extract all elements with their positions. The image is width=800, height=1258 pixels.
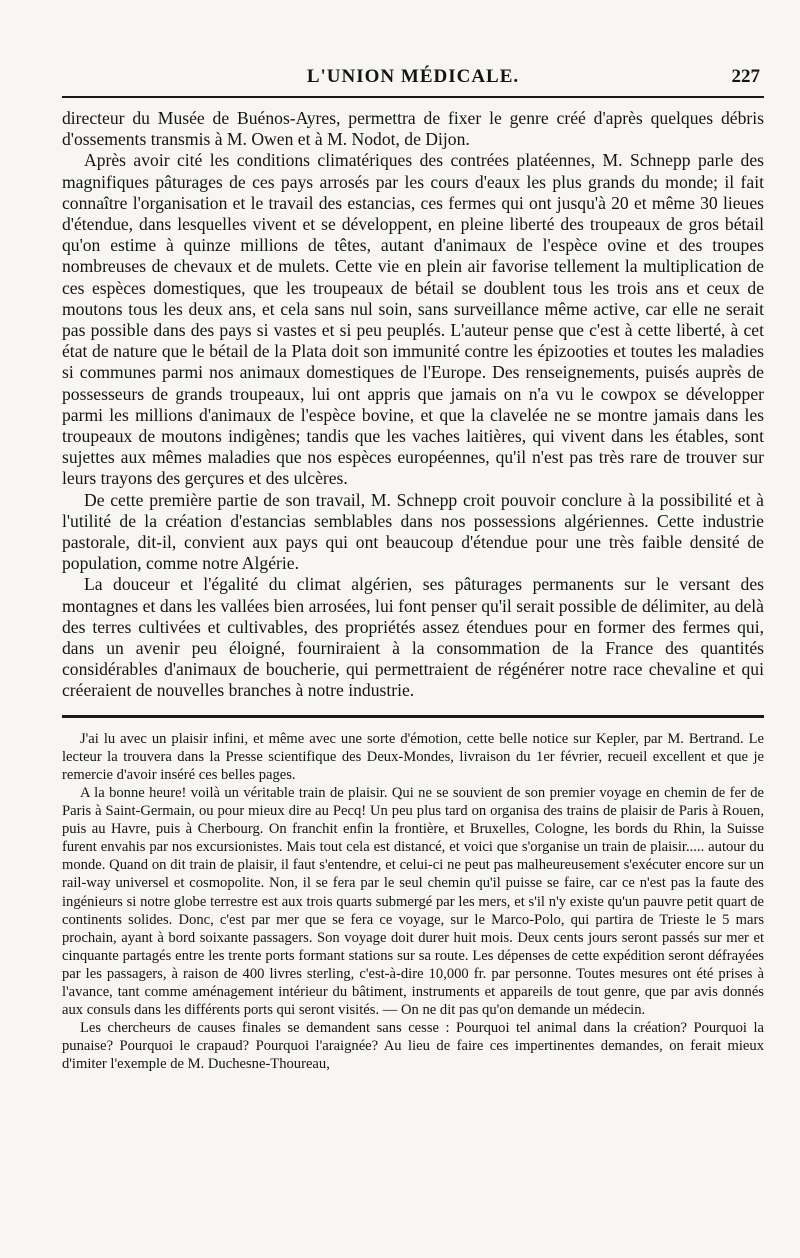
section-separator-rule bbox=[62, 715, 764, 718]
article-paragraph: directeur du Musée de Buénos-Ayres, permettra de fixer le genre créé d'après quelques débris d'ossements transmis à M. Owen et à M. Nodot, de Dijon. bbox=[62, 108, 764, 150]
note-paragraph: Les chercheurs de causes finales se demandent sans cesse : Pourquoi tel animal dans la création? Pourquoi la punaise? Pourquoi le crapaud? Pourquoi l'araignée? Au lieu de faire ces impertinentes demandes, on ferait mieux d'imiter l'exemple de M. Duchesne-Thoureau, bbox=[62, 1020, 764, 1073]
running-title: L'UNION MÉDICALE. bbox=[306, 66, 520, 87]
page-number: 227 bbox=[731, 66, 760, 87]
article-paragraph: De cette première partie de son travail, M. Schnepp croit pouvoir conclure à la possibilité et à l'utilité de la création d'estancias semblables dans nos possessions algériennes. Cette industrie pastorale, dit-il, convient aux pays qui ont beaucoup d'étendue pour une très faible densité de population, comme notre Algérie. bbox=[62, 489, 764, 574]
article-paragraph: Après avoir cité les conditions climatériques des contrées platéennes, M. Schnepp parle des magnifiques pâturages de ces pays arrosés par les cours d'eaux les plus grands du monde; il fait connaître l'organisation et le travail des estancias, ces fermes qui ont jusqu'à 20 et même 30 lieues d'étendue, dans lesquelles vivent et se développent, en pleine liberté des troupeaux de gros bétail qu'on estime à quinze millions de têtes, autant d'animaux de l'espèce ovine et des troupes nombreuses de chevaux et de mulets. Cette vie en plein air favorise tellement la multiplication de ces espèces domestiques, que les troupeaux de bétail se doublent tous les trois ans et ceux de moutons tous les deux ans, et cela sans nul soin, sans surveillance même active, car elle ne serait pas possible dans des pays si vastes et si peu peuplés. L'auteur pense que c'est à cette liberté, à cet état de nature que le bétail de la Plata doit son immunité contre les épizooties et toutes les maladies si communes parmi nos animaux domestiques de l'Europe. Des renseignements, puisés auprès de possesseurs de grands troupeaux, lui ont appris que jamais on n'a vu le cowpox se développer parmi les millions d'animaux de l'espèce bovine, et que la clavelée ne se montre jamais dans les troupeaux de moutons indigènes; tandis que les vaches laitières, qui vivent dans les étables, sont sujettes aux mêmes maladies que nos espèces européennes, qu'il n'est pas très rare de trouver sur leurs trayons des gerçures et des ulcères. bbox=[62, 150, 764, 489]
feuilleton-notes bbox=[62, 730, 764, 1074]
main-article bbox=[62, 108, 764, 702]
note-paragraph: A la bonne heure! voilà un véritable train de plaisir. Qui ne se souvient de son premier voyage en chemin de fer de Paris à Saint-Germain, ou pour mieux dire au Pecq! Un peu plus tard on organisa des trains de plaisir de Paris à Rouen, puis au Havre, puis à Cherbourg. On franchit enfin la frontière, et Bruxelles, Cologne, les bords du Rhin, la Suisse furent envahis par nos excursionistes. Mais tout cela est distancé, et voici que s'organise un train de plaisir..... autour du monde. Quand on dit train de plaisir, il faut s'entendre, et celui-ci ne peut pas malheureusement s'exécuter encore sur un rail-way universel et cosmopolite. Non, il se fera par le seul chemin qu'il puisse se faire, car ce n'est pas la faute des ingénieurs si notre globe terrestre est aux trois quarts submergé par les mers, et s'il n'y existe qu'un pauvre petit quart de continents solides. Donc, c'est par mer que se fera ce voyage, sur le Marco-Polo, qui partira de Trieste le 5 mars prochain, ayant à bord soixante passagers. Son voyage doit durer huit mois. Deux cents jours seront passés sur mer et cinquante partagés entre les trente ports formant stations sur sa route. Les dépenses de cette expédition seront défrayées par les passagers, à raison de 400 livres sterling, c'est-à-dire 10,000 fr. par personne. Toutes mesures ont été prises à l'avance, tant comme aménagement intérieur du bâtiment, instruments et appareils de tout genre, que par avis donnés aux consuls dans les différents ports qui seront visités. — On ne dit pas qu'on demande un médecin. bbox=[62, 784, 764, 1019]
page-header bbox=[62, 62, 764, 98]
article-paragraph: La douceur et l'égalité du climat algérien, ses pâturages permanents sur le versant des montagnes et dans les vallées bien arrosées, lui font penser qu'il serait possible de délimiter, au delà des terres cultivées et cultivables, des propriétés assez étendues pour en former des fermes qui, dans un avenir peu éloigné, fourniraient à la consommation de la France des quantités considérables d'animaux de boucherie, qui permettraient de régénérer notre race chevaline et qui créeraient de nouvelles branches à notre industrie. bbox=[62, 574, 764, 701]
note-paragraph: J'ai lu avec un plaisir infini, et même avec une sorte d'émotion, cette belle notice sur Kepler, par M. Bertrand. Le lecteur la trouvera dans la Presse scientifique des Deux-Mondes, livraison du 1er février, recueil excellent et que je remercie d'avoir inséré ces belles pages. bbox=[62, 730, 764, 783]
